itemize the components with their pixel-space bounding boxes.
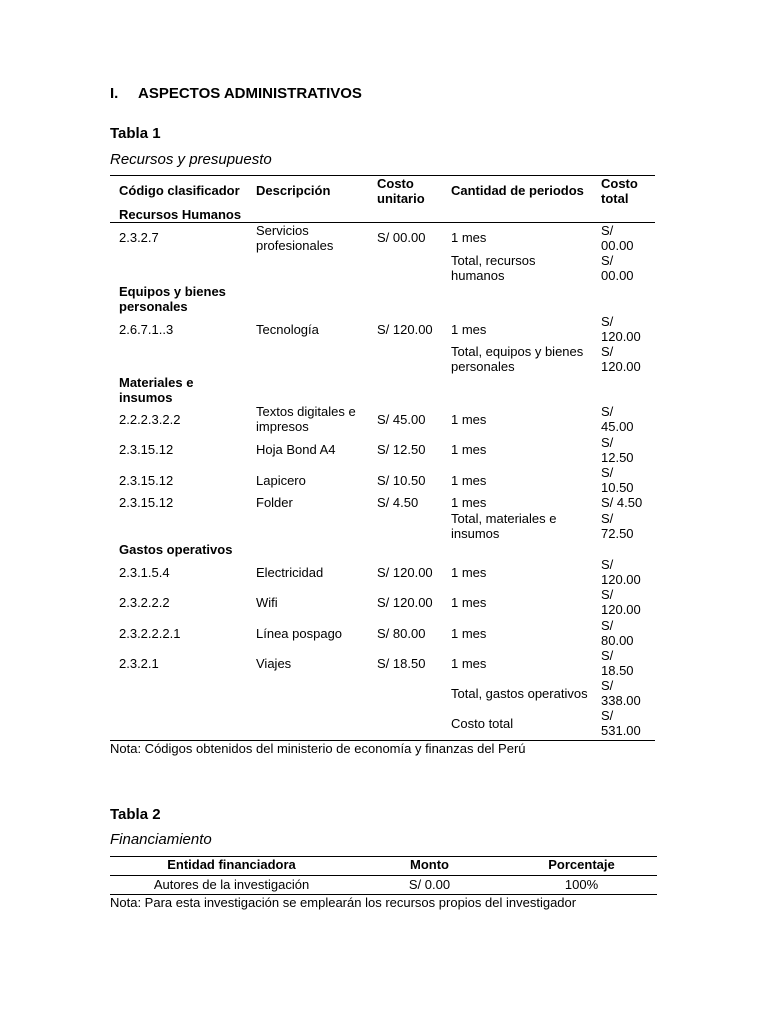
cell-cantidad: 1 mes — [451, 322, 487, 337]
header-entidad: Entidad financiadora — [167, 857, 296, 872]
cell-cantidad: 1 mes — [451, 565, 487, 580]
subtotal-label: Total, gastos operativos — [451, 686, 588, 701]
cell-cantidad: 1 mes — [451, 230, 487, 245]
cell-cantidad: 1 mes — [451, 473, 487, 488]
table1-label: Tabla 1 — [110, 125, 161, 142]
subtotal-value: S/ 72.50 — [601, 511, 634, 541]
table1-note: Nota: Códigos obtenidos del ministerio de economía y finanzas del Perú — [110, 741, 526, 756]
cell-codigo: 2.3.15.12 — [119, 473, 174, 488]
group-title-equipos: Equipos y bienes personales — [119, 284, 226, 314]
cell-costo-unitario: S/ 120.00 — [377, 565, 433, 580]
cell-descripcion: Viajes — [256, 656, 292, 671]
cell-costo-total: S/ 18.50 — [601, 648, 634, 678]
header-codigo: Código clasificador — [119, 183, 240, 198]
header-monto: Monto — [410, 857, 449, 872]
subtotal-value: S/ 338.00 — [601, 678, 641, 708]
section-number: I. — [110, 85, 119, 102]
table1-header-rule — [110, 222, 655, 223]
cell-codigo: 2.3.2.7 — [119, 230, 159, 245]
cell-costo-total: S/ 00.00 — [601, 223, 634, 253]
subtotal-label: Total, materiales e insumos — [451, 511, 557, 541]
header-cantidad: Cantidad de periodos — [451, 183, 584, 198]
header-porcentaje: Porcentaje — [548, 857, 615, 872]
header-costo-unitario: Costo unitario — [377, 176, 425, 206]
cell-cantidad: 1 mes — [451, 595, 487, 610]
cell-codigo: 2.3.2.2.2 — [119, 595, 170, 610]
cell-descripcion: Servicios profesionales — [256, 223, 334, 253]
cell-monto: S/ 0.00 — [408, 877, 451, 892]
cell-costo-unitario: S/ 10.50 — [377, 473, 426, 488]
cell-cantidad: 1 mes — [451, 442, 487, 457]
cell-costo-total: S/ 80.00 — [601, 618, 634, 648]
section-heading — [110, 85, 362, 102]
cell-descripcion: Textos digitales e impresos — [256, 404, 356, 434]
cell-codigo: 2.3.2.1 — [119, 656, 159, 671]
cell-descripcion: Hoja Bond A4 — [256, 442, 336, 457]
cell-costo-total: S/ 4.50 — [601, 495, 643, 510]
cell-descripcion: Línea pospago — [256, 626, 343, 641]
cell-costo-unitario: S/ 12.50 — [377, 442, 426, 457]
cell-descripcion: Folder — [256, 495, 293, 510]
grand-total-label: Costo total — [451, 716, 514, 731]
cell-cantidad: 1 mes — [451, 656, 487, 671]
cell-costo-unitario: S/ 120.00 — [377, 595, 433, 610]
cell-codigo: 2.2.2.3.2.2 — [119, 412, 181, 427]
cell-costo-total: S/ 120.00 — [601, 314, 641, 344]
subtotal-label: Total, recursos humanos — [451, 253, 536, 283]
cell-porcentaje: 100% — [564, 877, 599, 892]
cell-entidad: Autores de la investigación — [153, 877, 310, 892]
group-title-materiales: Materiales e insumos — [119, 375, 194, 405]
subtotal-value: S/ 00.00 — [601, 253, 634, 283]
cell-cantidad: 1 mes — [451, 412, 487, 427]
cell-codigo: 2.3.1.5.4 — [119, 565, 170, 580]
cell-costo-unitario: S/ 80.00 — [377, 626, 426, 641]
cell-costo-unitario: S/ 45.00 — [377, 412, 426, 427]
table2-subtitle: Financiamiento — [110, 831, 212, 848]
section-title: ASPECTOS ADMINISTRATIVOS — [138, 85, 362, 102]
cell-codigo: 2.3.15.12 — [119, 442, 174, 457]
cell-codigo: 2.6.7.1..3 — [119, 322, 174, 337]
group-title-gastos: Gastos operativos — [119, 542, 233, 557]
cell-costo-total: S/ 120.00 — [601, 557, 641, 587]
subtotal-value: S/ 120.00 — [601, 344, 641, 374]
table2-label: Tabla 2 — [110, 806, 161, 823]
grand-total-value: S/ 531.00 — [601, 708, 641, 738]
header-costo-total: Costo total — [601, 176, 638, 206]
cell-codigo: 2.3.2.2.2.1 — [119, 626, 181, 641]
cell-costo-total: S/ 10.50 — [601, 465, 634, 495]
subtotal-label: Total, equipos y bienes personales — [451, 344, 584, 374]
cell-costo-unitario: S/ 120.00 — [377, 322, 433, 337]
table1-subtitle: Recursos y presupuesto — [110, 151, 272, 168]
cell-descripcion: Electricidad — [256, 565, 324, 580]
cell-costo-total: S/ 120.00 — [601, 587, 641, 617]
cell-costo-total: S/ 12.50 — [601, 435, 634, 465]
table2-header-rule — [110, 875, 657, 876]
cell-descripcion: Wifi — [256, 595, 278, 610]
cell-descripcion: Tecnología — [256, 322, 319, 337]
header-descripcion: Descripción — [256, 183, 331, 198]
cell-costo-unitario: S/ 4.50 — [377, 495, 419, 510]
cell-cantidad: 1 mes — [451, 495, 487, 510]
table2-note: Nota: Para esta investigación se emplearán los recursos propios del investigador — [110, 895, 577, 910]
cell-cantidad: 1 mes — [451, 626, 487, 641]
group-title-recursos-humanos: Recursos Humanos — [119, 207, 242, 222]
cell-codigo: 2.3.15.12 — [119, 495, 174, 510]
cell-costo-total: S/ 45.00 — [601, 404, 634, 434]
cell-costo-unitario: S/ 18.50 — [377, 656, 426, 671]
cell-descripcion: Lapicero — [256, 473, 306, 488]
cell-costo-unitario: S/ 00.00 — [377, 230, 426, 245]
